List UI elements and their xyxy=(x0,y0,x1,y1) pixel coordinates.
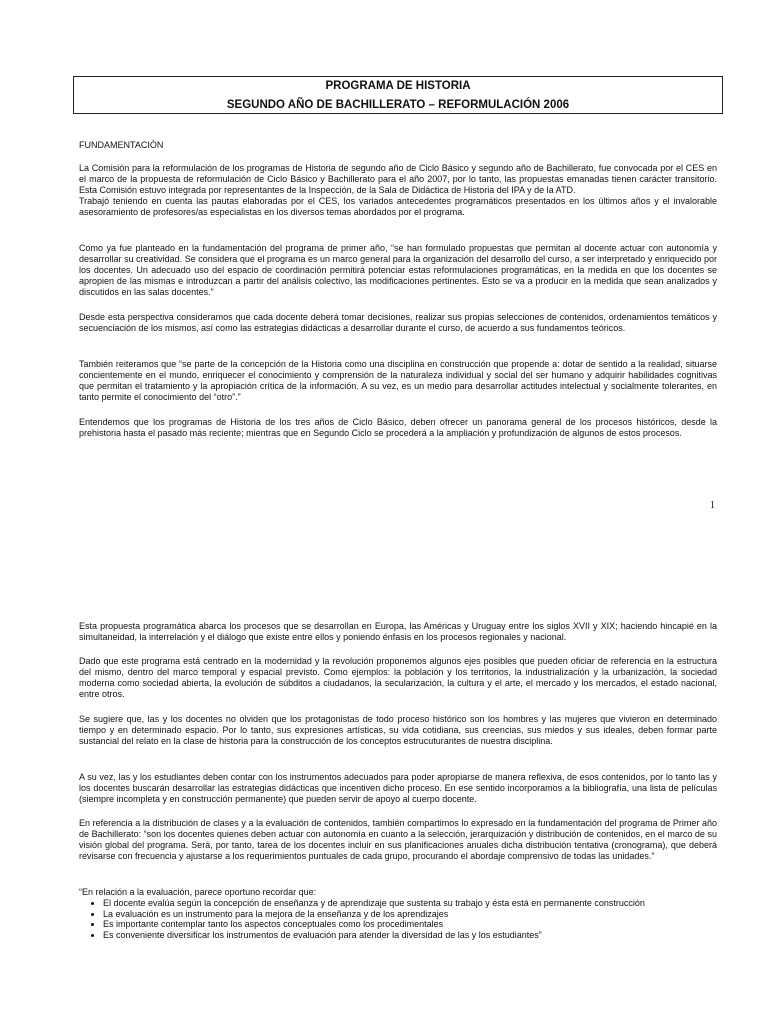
paragraph-1 xyxy=(79,163,717,218)
evaluation-intro: “En relación a la evaluación, parece oportuno recordar que: xyxy=(79,887,317,897)
paragraph-6: Esta propuesta programática abarca los procesos que se desarrollan en Europa, las Américas y Uruguay entre los siglos XVII y XIX; haciendo hincapié en la simultaneidad, la interrelación y el diálogo que existe entre ellos y poniendo énfasis en los procesos regionales y nacional. xyxy=(79,621,717,642)
list-item: • Es conveniente diversificar los instrumentos de evaluación para atender la diversidad de las y los estudiantes” xyxy=(103,930,717,941)
section-heading: FUNDAMENTACIÓN xyxy=(79,140,164,150)
list-item: • Es importante contemplar tanto los aspectos conceptuales como los procedimentales xyxy=(103,919,717,930)
document-subtitle: SEGUNDO AÑO DE BACHILLERATO – REFORMULACIÓN 2006 xyxy=(226,99,570,111)
paragraph-text: La Comisión para la reformulación de los programas de Historia de segundo año de Ciclo Básico y segundo año de Bachillerato, fue convocada por el CES en el marco de la propuesta de reformulación de Ciclo Básico y Bachillerato para el año 2007, por lo tanto, las propuestas emanadas tienen carácter transitorio. Esta Comisión estuvo integrada por representantes de la Inspección, de la Sala de Didáctica de Historia del IPA y de la ATD. xyxy=(79,163,717,195)
list-item: • La evaluación es un instrumento para la mejora de la enseñanza y de los aprendizajes xyxy=(103,909,717,920)
paragraph-5: Entendemos que los programas de Historia de los tres años de Ciclo Básico, deben ofrecer un panorama general de los procesos históricos, desde la prehistoria hasta el pasado más reciente; mientras que en Segundo Ciclo se procederá a la ampliación y profundización de algunos de estos procesos. xyxy=(79,417,717,438)
paragraph-7: Dado que este programa está centrado en la modernidad y la revolución proponemos algunos ejes posibles que pueden oficiar de referencia en la estructura del mismo, dentro del marco temporal y espacial previsto. Como ejemplos: la población y los territorios, la industrialización y la urbanización, la sociedad moderna como sociedad abierta, la evolución de súbditos a ciudadanos, la secularización, la cultura y el arte, el mercado y los mercados, el estado nacional, entre otros. xyxy=(79,656,717,699)
evaluation-list xyxy=(79,898,717,940)
title-box xyxy=(73,76,723,114)
document-title: PROGRAMA DE HISTORIA xyxy=(325,80,471,92)
paragraph-4: También reiteramos que “se parte de la concepción de la Historia como una disciplina en construcción que propende a: dotar de sentido a la realidad, situarse concientemente en el mundo, enriquecer el conocimiento y comprensión de la naturaleza individual y social del ser humano y adquirir habilidades cognitivas que permitan el tratamiento y la apropiación crítica de la información. A su vez, es un medio para desarrollar actitudes intelectual y socialmente tolerantes, en tanto permite el conocimiento del “otro”.” xyxy=(79,359,717,402)
list-item: • El docente evalúa según la concepción de enseñanza y de aprendizaje que sustenta su trabajo y ésta está en permanente construcción xyxy=(103,898,717,909)
paragraph-8: Se sugiere que, las y los docentes no olviden que los protagonistas de todo proceso histórico son los hombres y las mujeres que vivieron en determinado tiempo y en determinado espacio. Por lo tanto, sus expresiones artísticas, su vida cotidiana, sus creencias, sus miedos y sus ideales, deben formar parte sustancial del relato en la clase de historia para la construcción de los conceptos estrucuturantes de nuestra disciplina. xyxy=(79,714,717,746)
paragraph-10: En referencia a la distribución de clases y a la evaluación de contenidos, también compartimos lo expresado en la fundamentación del programa de Primer año de Bachillerato: “son los docentes quienes deben actuar con autonomía en cuanto a la selección, jerarquización y distribución de contenidos, en el marco de su visión global del programa. Será, por tanto, tarea de los docentes incluir en sus planificaciones anuales dicha distribución tentativa (cronograma), que deberá revisarse con frecuencia y ajustarse a los requerimientos puntuales de cada grupo, procurando el abordaje comprensivo de todas las unidades.” xyxy=(79,818,717,861)
paragraph-9: A su vez, las y los estudiantes deben contar con los instrumentos adecuados para poder apropiarse de manera reflexiva, de esos contenidos, por lo tanto las y los docentes buscarán desarrollar las estrategias didácticas que incentiven dicho proceso. En ese sentido incorporamos a la bibliografía, una lista de películas (siempre incompleta y en construcción permanente) que pueden servir de apoyo al cuerpo docente. xyxy=(79,772,717,804)
paragraph-text: Trabajó teniendo en cuenta las pautas elaboradas por el CES, los variados antecedentes programáticos presentados en los últimos años y el invalorable asesoramiento de profesores/as especialistas en los diversos temas abordados por el programa. xyxy=(79,196,717,217)
paragraph-3: Desde esta perspectiva consideramos que cada docente deberá tomar decisiones, realizar sus propias selecciones de contenidos, ordenamientos temáticos y secuenciación de los mismos, así como las estrategias didácticas a desarrollar durante el curso, de acuerdo a sus fundamentos teóricos. xyxy=(79,312,717,333)
paragraph-2: Como ya fue planteado en la fundamentación del programa de primer año, “se han formulado propuestas que permitan al docente actuar con autonomía y desarrollar su creatividad. Se considera que el programa es un marco general para la organización del desarrollo del curso, a ser interpretado y enriquecido por los docentes. Un adecuado uso del espacio de coordinación permitirá potenciar estas reformulaciones programáticas, en la medida en que los docentes se apropien de las mismas e introduzcan a partir del análisis colectivo, las modificaciones pertinentes. Esto se va a producir en la medida que sean analizados y discutidos en las salas docentes.” xyxy=(79,243,717,297)
page-number: 1 xyxy=(710,500,715,511)
evaluation-section xyxy=(79,887,717,940)
